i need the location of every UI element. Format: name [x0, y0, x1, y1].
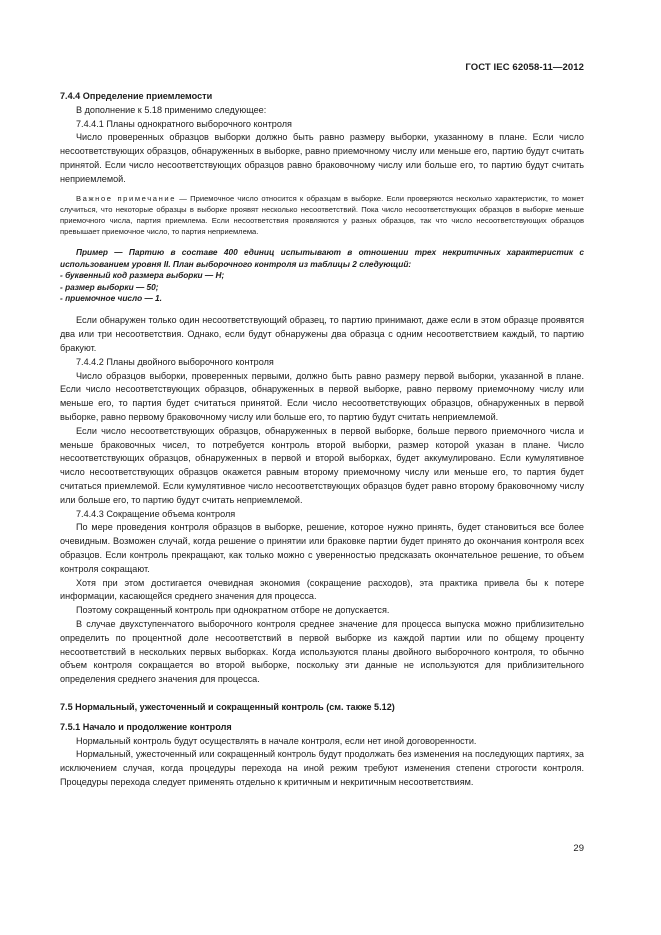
paragraph: Нормальный контроль будут осуществлять в начале контроля, если нет иной договоренности. — [76, 735, 477, 746]
paragraph: Нормальный, ужесточенный или сокращенный контроль будут продолжать без изменения на последующих партиях, за исключением случая, когда процедуры перехода на иной режим требуют изменения степени строгости контроля. Процедуры перехода следует применять отдельно к критичным и некритичным несоответствиям. — [60, 749, 584, 787]
paragraph: Если число несоответствующих образцов, обнаруженных в первой выборке, больше первого приемочного числа и меньше браковочных чисел, то потребуется контроль второй выборки, размер которой указан в плане. Число несоответствующих образцов, обнаруженных в первой и второй выборках, будет аккумулировано. Если кумулятивное число несоответствующих образцов окажется равным второму приемочному числу или меньше его, то партия будет считаться приемлемой. Если кумулятивное число несоответствующих образцов будет равно второму браковочному числу или больше его, то партию будут считать неприемлемой. — [60, 425, 584, 505]
paragraph: В случае двухступенчатого выборочного контроля среднее значение для процесса выпуска можно приблизительно определить по процентной доле несоответствий в первой выборке из каждой партии или по общему проценту несоответствий в нескольких первых выборках. Когда используются планы двойного выборочного контроля, то обычно объем контроля сокращается во второй выборке, поскольку эти данные не используются для приблизительного определения среднего значения для процесса. — [60, 618, 584, 685]
page-content — [60, 90, 584, 790]
paragraph: По мере проведения контроля образцов в выборке, решение, которое нужно принять, будет становиться все более очевидным. Возможен случай, когда решение о принятии или браковке партии будет принято до окончания контроля всех образцов. Если контроль прекращают, как только можно с уверенностью предсказать окончательное решение, то объем контроля сокращают. — [60, 522, 584, 574]
note-label: Важное примечание — [76, 193, 177, 203]
subsection-heading: 7.4.4.1 Планы однократного выборочного контроля — [76, 118, 292, 129]
example-intro: Пример — Партию в составе 400 единиц испытывают в отношении трех некритичных характеристик с использованием уровня II. План выборочного контроля из таблицы 2 следующий: — [60, 247, 584, 269]
example-item: - размер выборки — 50; — [60, 281, 159, 292]
paragraph: Число проверенных образцов выборки должно быть равно размеру выборки, указанному в плане. Если число несоответствующих образцов, обнаруженных в выборке, равно приемочному числу или меньше его, партию будут считать принятой. Если число несоответствующих образцов равно браковочному числу или больше его, то партию будут считать неприемлемой. — [60, 132, 584, 184]
paragraph: Хотя при этом достигается очевидная экономия (сокращение расходов), эта практика привела бы к потере информации, касающейся среднего значения для процесса. — [60, 577, 584, 602]
section-heading-7-5: 7.5 Нормальный, ужесточенный и сокращенный контроль (см. также 5.12) — [60, 701, 395, 712]
example-item: - приемочное число — 1. — [60, 293, 162, 304]
section-heading-7-4-4: 7.4.4 Определение приемлемости — [60, 91, 213, 101]
subsection-heading: 7.4.4.2 Планы двойного выборочного контроля — [76, 356, 274, 367]
paragraph: В дополнение к 5.18 применимо следующее: — [76, 104, 267, 115]
subsection-heading-7-5-1: 7.5.1 Начало и продолжение контроля — [60, 721, 232, 732]
subsection-heading: 7.4.4.3 Сокращение объема контроля — [76, 508, 236, 519]
paragraph: Если обнаружен только один несоответствующий образец, то партию принимают, даже если в этом образце проявятся два или три несоответствия. Однако, если будут обнаружены два образца с одним несоответствием каждый, то партию бракуют. — [60, 315, 584, 354]
page-number: 29 — [573, 843, 584, 854]
paragraph: Поэтому сокращенный контроль при однократном отборе не допускается. — [76, 605, 390, 616]
note-text: — Приемочное число относится к образцам в выборке. Если проверяются несколько характеристик, то может случиться, что некоторые образцы в выборке проявят несколько несоответствий. Пока число несоответствующих образцов в выборке меньше приемочного числа, партия приемлема. Если несоответствия проявляются у разных образцов, так что число несоответствующих образцов превышает приемочное число, то партия неприемлема. — [60, 193, 584, 237]
paragraph: Число образцов выборки, проверенных первыми, должно быть равно размеру первой выборки, указанной в плане. Если число несоответствующих образцов, обнаруженных в первой выборке, равно первому приемочному числу или меньше его, то партия будет считаться принятой. Если число несоответствующих образцов, обнаруженных в первой выборке, равно первому браковочному числу или больше его, то партию будут считать неприемлемой. — [60, 370, 584, 422]
example-item: - буквенный код размера выборки — H; — [60, 270, 225, 281]
standard-header: ГОСТ IEC 62058-11—2012 — [465, 62, 584, 73]
important-note — [60, 193, 584, 238]
